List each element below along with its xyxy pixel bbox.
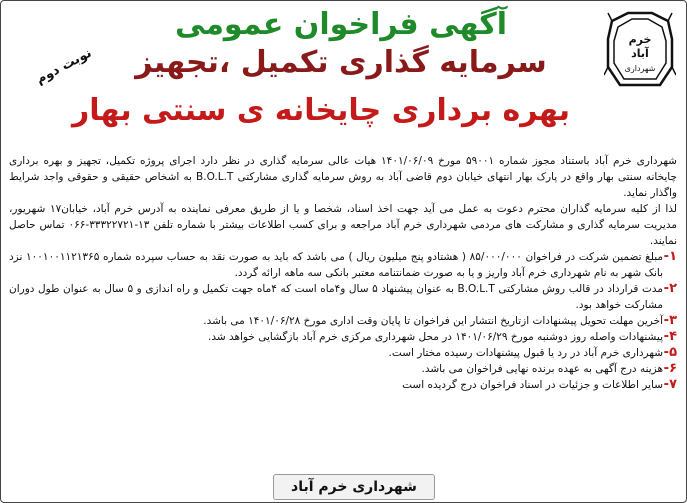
item-number: ۷- [663, 377, 677, 392]
title-line-3: بهره برداری چایخانه ی سنتی بهار [72, 93, 570, 128]
svg-text:خرم: خرم [628, 33, 652, 46]
item-text: مبلغ تضمین شرکت در فراخوان ۸۵/۰۰۰/۰۰۰ ( هشتادو پنج میلیون ریال ) می باشد که باید به صورت نقد به حساب سپرده شماره ۱۰۰۱۰۰۱۱۲۱۳۶۵ نزد بانک شهر به نام شهرداری خرم آباد واریز و یا به صورت ضمانتنامه معتبر بانکی سه ماهه ارائه گردد. [9, 251, 664, 279]
title-line-2: سرمایه گذاری تکمیل ،تجهیز [135, 45, 547, 80]
item-number: ۴- [663, 329, 677, 344]
item-number: ۲- [663, 281, 677, 296]
item-text: مدت قرارداد در قالب روش مشارکتی B.O.L.T به عنوان پیشنهاد ۵ سال و۴ماه است که ۴ماه جهت تکمیل و راه اندازی و ۵ سال به عنوان طول دوران مشارکت خواهد بود. [9, 283, 664, 311]
notice-body [9, 153, 677, 393]
list-item [9, 377, 677, 393]
item-text: هزینه درج آگهی به عهده برنده نهایی فراخوان می باشد. [421, 363, 663, 375]
item-number: ۶- [663, 361, 677, 376]
signature-box [273, 474, 435, 500]
signature-text: شهرداری خرم آباد [291, 479, 417, 495]
round-label: نوبت دوم [33, 45, 95, 88]
item-text: سایر اطلاعات و جزئیات در اسناد فراخوان درج گردیده است [402, 379, 663, 391]
item-text: آخرین مهلت تحویل پیشنهادات ازتاریخ انتشار این فراخوان تا پایان وقت اداری مورخ ۱۴۰۱/۰۶/۲۸ می باشد. [203, 315, 663, 327]
municipality-logo [604, 9, 676, 89]
title-line-1: آگهی فراخوان عمومی [174, 7, 508, 42]
item-text: شهرداری خرم آباد در رد یا قبول پیشنهادات رسیده مختار است. [388, 347, 663, 359]
list-item [9, 361, 677, 377]
item-text: پیشنهادات واصله روز دوشنبه مورخ ۱۴۰۱/۰۶/۲۹ در محل شهرداری مرکزی خرم آباد بازگشایی خواهد شد. [207, 331, 663, 343]
list-item [9, 329, 677, 345]
list-item [9, 249, 677, 281]
intro-paragraph-2: لذا از کلیه سرمایه گذاران محترم دعوت به عمل می آید جهت اخذ اسناد، شخصا و یا از طریق معرفی نماینده به آدرس خرم آباد، خیابان۱۷ شهریور، مدیریت سرمایه گذاری و مشارکت های مردمی شهرداری خرم آباد مراجعه و برای کسب اطلاعات بیشتر با شماره تلفن ۱۳-۳۳۳۲۲۷۲۱-۰۶۶ تماس حاصل نمایند. [9, 203, 677, 247]
list-item [9, 281, 677, 313]
svg-text:آباد: آباد [631, 47, 649, 60]
item-number: ۵- [663, 345, 677, 360]
list-item [9, 345, 677, 361]
intro-paragraph-1: شهرداری خرم آباد باستناد مجوز شماره ۵۹۰۰۱ مورخ ۱۴۰۱/۰۶/۰۹ هیات عالی سرمایه گذاری در نظر دارد اجرای پروژه تکمیل، تجهیز و بهره برداری چایخانه سنتی بهار واقع در پارک بهار انتهای خیابان دوم قاضی آباد به روش سرمایه گذاری مشارکتی B.O.L.T به اشخاص حقیقی و حقوقی واجد شرایط واگذار نماید. [9, 155, 677, 199]
item-number: ۱- [663, 249, 677, 264]
list-item [9, 313, 677, 329]
notice-header [1, 1, 687, 151]
svg-text:شهرداری: شهرداری [624, 64, 656, 73]
item-number: ۳- [663, 313, 677, 328]
